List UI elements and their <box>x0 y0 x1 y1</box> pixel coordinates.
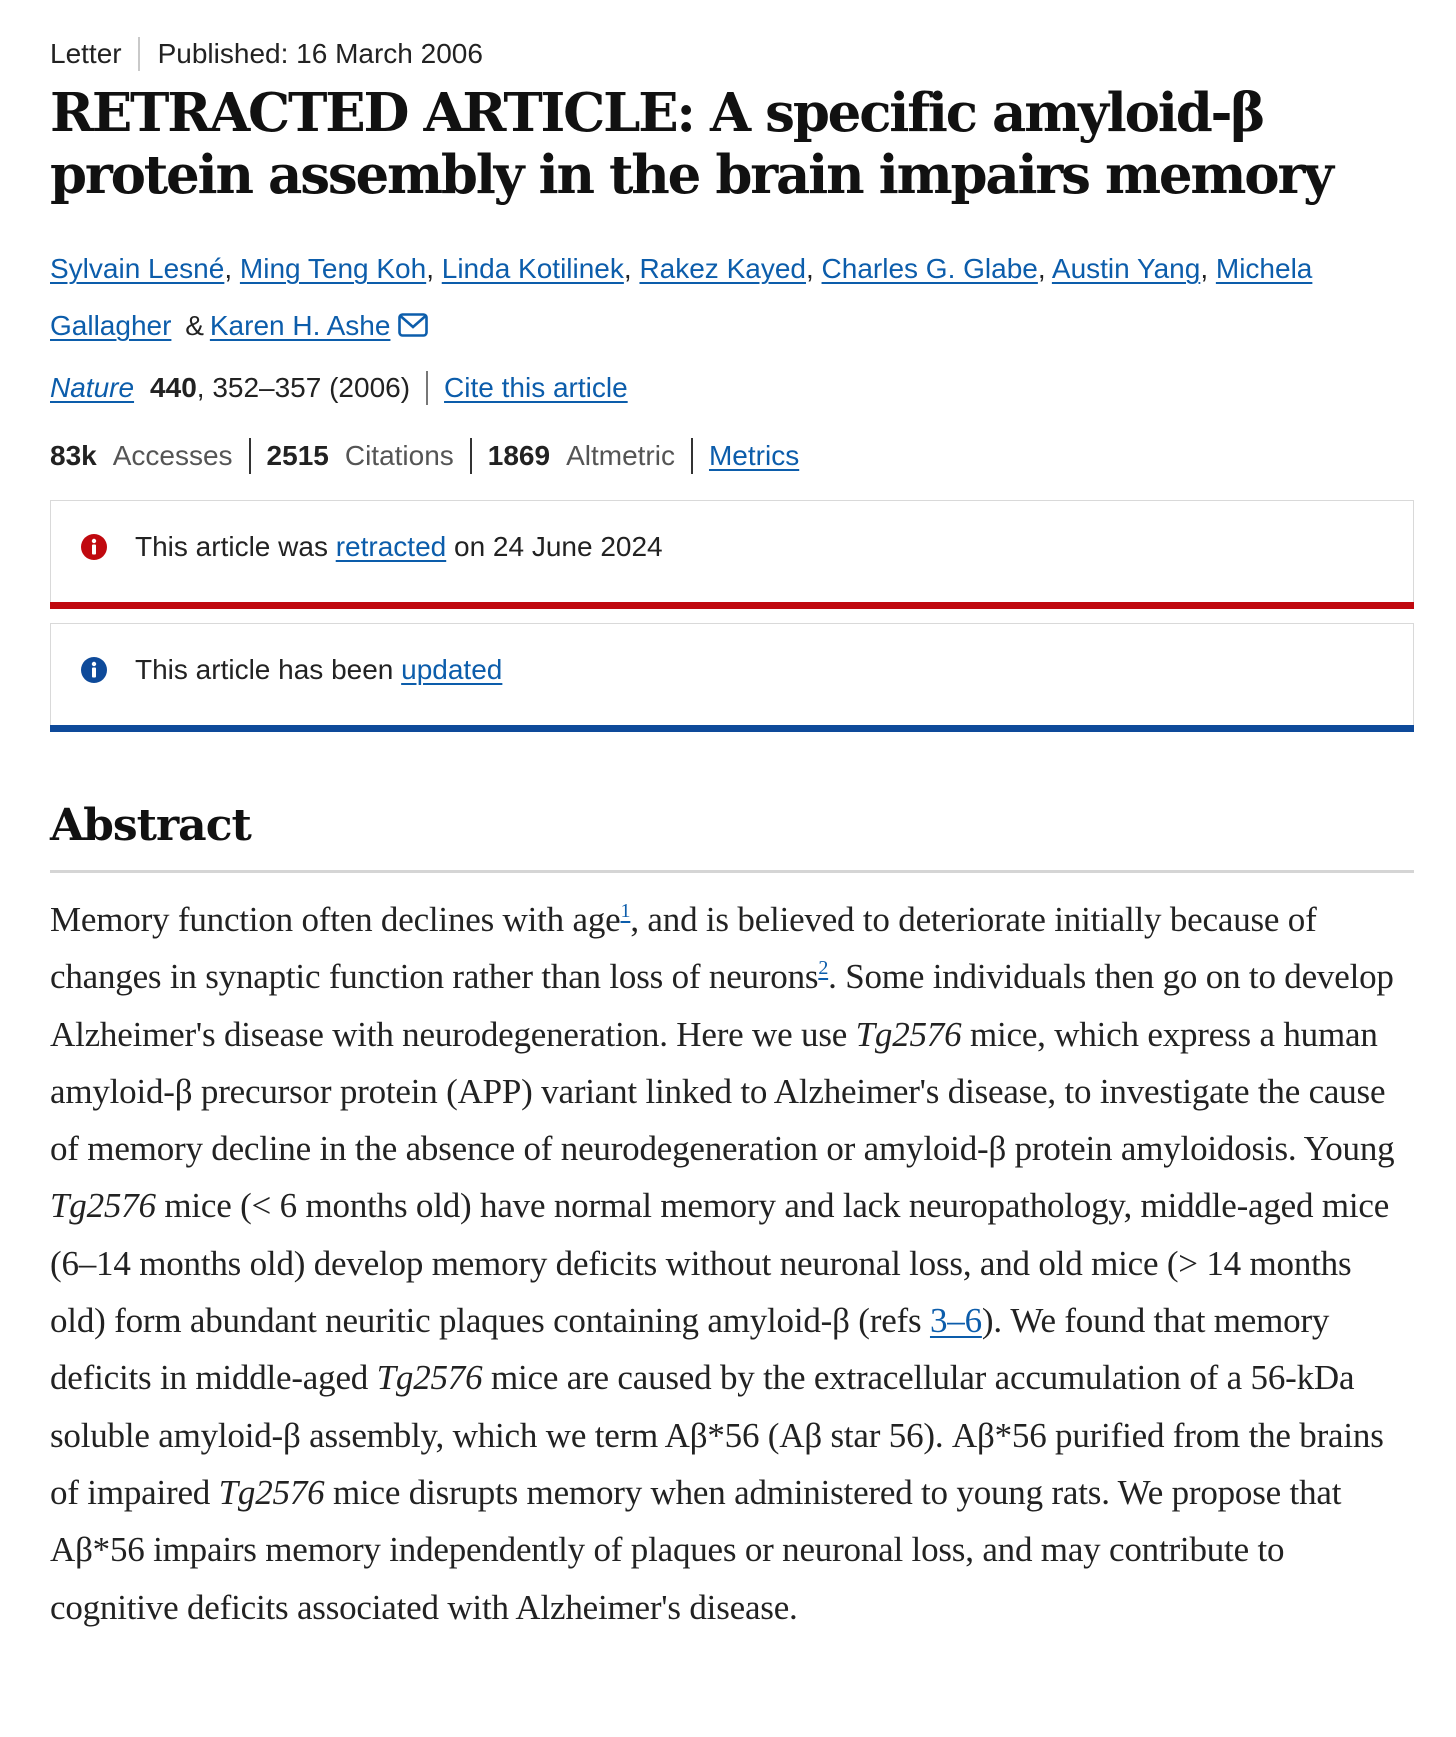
citations-count: 2515 <box>266 440 329 471</box>
citation-divider <box>426 371 428 405</box>
reference-link[interactable]: 2 <box>818 957 829 980</box>
author-link[interactable]: Rakez Kayed <box>639 253 806 284</box>
journal-pages-year: , 352–357 (2006) <box>196 372 411 403</box>
reference-range-link[interactable]: 3–6 <box>929 1301 982 1341</box>
altmetric-label: Altmetric <box>566 440 675 471</box>
retracted-link[interactable]: retracted <box>335 531 447 562</box>
article-page <box>50 36 1414 1671</box>
citations-label: Citations <box>344 440 454 471</box>
author-separator: , <box>426 253 434 284</box>
envelope-icon[interactable] <box>398 299 428 323</box>
author-link[interactable]: Ming Teng Koh <box>239 253 427 284</box>
altmetric-count: 1869 <box>487 440 551 471</box>
metrics-link[interactable]: Metrics <box>708 440 800 471</box>
author-link[interactable]: Michela Gallagher <box>50 253 1313 341</box>
retraction-notice-text: This article was retracted on 24 June 2024 <box>135 531 663 562</box>
update-notice-text: This article has been updated <box>135 654 503 685</box>
metrics-divider <box>249 438 251 474</box>
reference-link[interactable]: 1 <box>620 900 631 922</box>
author-list <box>50 240 1414 354</box>
author-link[interactable]: Charles G. Glabe <box>821 253 1038 284</box>
article-title: RETRACTED ARTICLE: A specific amyloid-β protein assembly in the brain impairs memory <box>50 82 1332 206</box>
journal-volume: 440 <box>150 372 197 403</box>
author-separator: , <box>224 253 233 284</box>
retraction-notice <box>50 500 1414 603</box>
author-separator: , <box>1200 253 1209 284</box>
author-link[interactable]: Austin Yang <box>1051 253 1201 284</box>
abstract-text: Memory function often declines with age$^1$, and is believed to deteriorate initially because of changes in synaptic function rather than loss of neurons$^2$. Some individuals then go on to develop Alzheimer's disease with neurodegeneration. Here we use Tg2576 mice, which express a human amyloid-β precursor protein (APP) variant linked to Alzheimer's disease, to investigate the cause of memory decline in the absence of neurodegeneration or amyloid-β protein amyloidosis. Young Tg2576 mice (< 6 months old) have normal memory and lack neuropathology, middle-aged mice (6–14 months old) develop memory deficits without neuronal loss, and old mice (> 14 months old) form abundant neuritic plaques containing amyloid-β (refs 3–6). We found that memory deficits in middle-aged Tg2576 mice are caused by the extracellular accumulation of a 56-kDa soluble amyloid-β assembly, which we term Aβ*56 (Aβ star 56). Aβ*56 purified from the brains of impaired Tg2576 mice disrupts memory when administered to young rats. We propose that Aβ*56 impairs memory independently of plaques or neuronal loss, and may contribute to cognitive deficits associated with Alzheimer's disease. <box>50 900 1395 1627</box>
cite-this-article-link[interactable]: Cite this article <box>444 372 628 403</box>
journal-link[interactable]: Nature <box>50 372 135 403</box>
author-link[interactable]: Sylvain Lesné <box>50 253 225 284</box>
author-separator: , <box>805 253 814 284</box>
article-meta-line <box>50 36 1414 72</box>
published-date: Published: 16 March 2006 <box>157 38 483 69</box>
retraction-accent-bar <box>50 602 1414 609</box>
accesses-count: 83k <box>50 440 97 471</box>
update-accent-bar <box>50 725 1414 732</box>
author-separator: , <box>623 253 632 284</box>
citation-line <box>50 368 1414 408</box>
accesses-label: Accesses <box>112 440 233 471</box>
author-ampersand: & <box>185 310 204 341</box>
article-type: Letter <box>50 38 122 69</box>
info-circle-icon <box>80 533 108 561</box>
metrics-bar <box>50 436 1414 476</box>
author-link[interactable]: Linda Kotilinek <box>441 253 624 284</box>
updated-link[interactable]: updated <box>401 654 503 685</box>
info-circle-icon <box>80 656 108 684</box>
meta-divider <box>138 37 140 71</box>
metrics-divider <box>470 438 472 474</box>
metrics-divider <box>691 438 693 474</box>
author-separator: , <box>1037 253 1046 284</box>
corresponding-author-link[interactable]: Karen H. Ashe <box>209 310 391 341</box>
update-notice <box>50 623 1414 726</box>
abstract-heading: Abstract <box>50 800 1414 873</box>
